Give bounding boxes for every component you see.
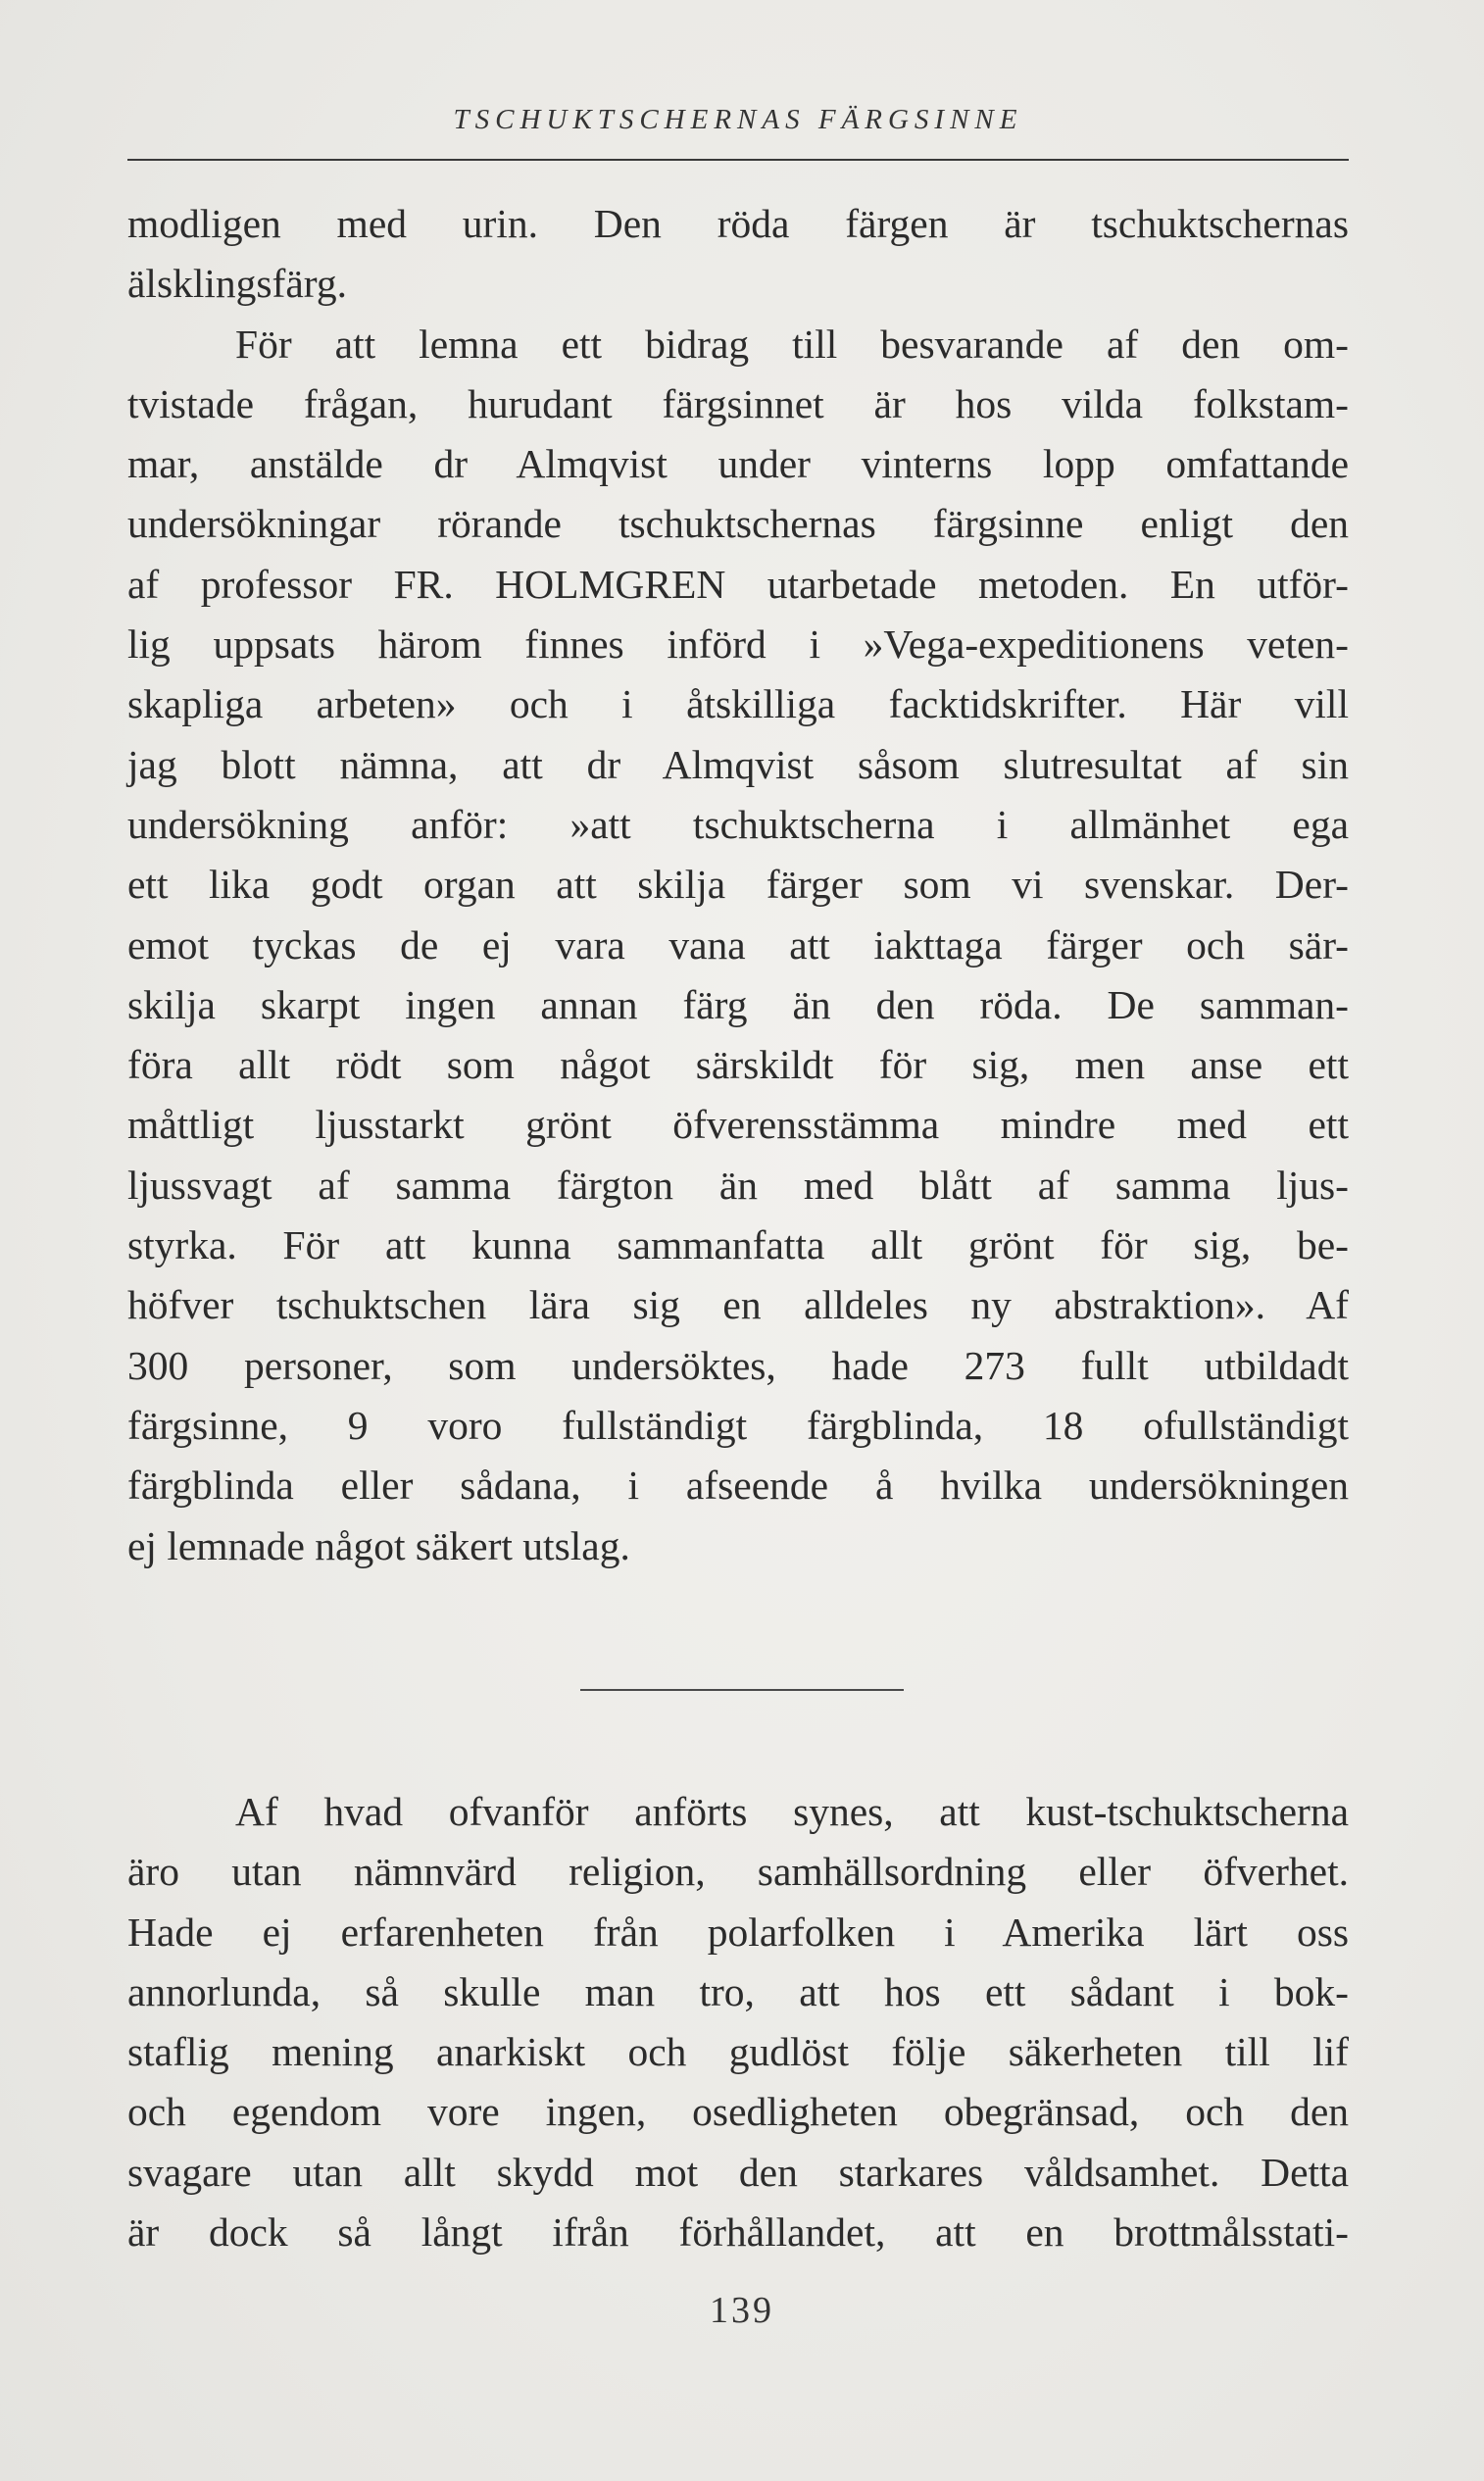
text-line: staflig mening anarkiskt och gudlöst följe säkerheten till lif [127,2029,1349,2075]
text-line: undersökningar rörande tschuktschernas färgsinne enligt den [127,501,1349,547]
text-line: styrka. För att kunna sammanfatta allt grönt för sig, be- [127,1222,1349,1268]
text-line: äro utan nämnvärd religion, samhällsordning eller öfverhet. [127,1849,1349,1895]
text-line: 300 personer, som undersöktes, hade 273 fullt utbildadt [127,1342,1349,1388]
text-line: mar, anstälde dr Almqvist under vinterns lopp omfattande [127,441,1349,487]
text-line: jag blott nämna, att dr Almqvist såsom slutresultat af sin [127,741,1349,787]
section-divider [580,1689,904,1691]
text-line: föra allt rödt som något särskildt för sig, men anse ett [127,1042,1349,1088]
text-line: Hade ej erfarenheten från polarfolken i Amerika lärt oss [127,1909,1349,1955]
paragraph-color-sense [127,194,1349,1576]
text-line: färgsinne, 9 voro fullständigt färgblinda, 18 ofullständigt [127,1402,1349,1448]
text-line: undersökning anför: »att tschuktscherna i allmänhet ega [127,801,1349,847]
header-rule [127,159,1349,161]
text-line: annorlunda, så skulle man tro, att hos ett sådant i bok- [127,1968,1349,2014]
text-line: skapliga arbeten» och i åtskilliga facktidskrifter. Här vill [127,681,1349,727]
text-line: tvistade frågan, hurudant färgsinnet är hos vilda folkstam- [127,380,1349,426]
text-line: af professor FR. HOLMGREN utarbetade metoden. En utför- [127,561,1349,607]
text-line: modligen med urin. Den röda färgen är tschuktschernas [127,201,1349,246]
text-line: höfver tschuktschen lära sig en alldeles ny abstraktion». Af [127,1282,1349,1328]
text-line: ej lemnade något säkert utslag. [127,1522,630,1568]
text-line: emot tyckas de ej vara vana att iakttaga färger och sär- [127,921,1349,968]
text-line: älsklingsfärg. [127,261,347,307]
text-line: och egendom vore ingen, osedligheten obegränsad, och den [127,2089,1349,2135]
text-line: För att lemna ett bidrag till besvarande af den om- [235,321,1349,367]
text-line: ljussvagt af samma färgton än med blått af samma ljus- [127,1162,1349,1208]
paragraph-society [127,1782,1349,2262]
text-line: Af hvad ofvanför anförts synes, att kust-tschuktscherna [235,1789,1349,1834]
text-line: skilja skarpt ingen annan färg än den röda. De samman- [127,981,1349,1027]
page-number: 139 [710,2290,774,2331]
text-line: är dock så långt ifrån förhållandet, att en brottmålsstati- [127,2209,1349,2256]
text-line: svagare utan allt skydd mot den starkares våldsamhet. Detta [127,2149,1349,2195]
text-line: lig uppsats härom finnes införd i »Vega-expeditionens veten- [127,621,1349,668]
text-line: måttligt ljusstarkt grönt öfverensstämma mindre med ett [127,1102,1349,1148]
text-line: ett lika godt organ att skilja färger som vi svenskar. Der- [127,862,1349,908]
text-line: färgblinda eller sådana, i afseende å hvilka undersökningen [127,1463,1349,1509]
running-head: TSCHUKTSCHERNAS FÄRGSINNE [453,104,1023,135]
